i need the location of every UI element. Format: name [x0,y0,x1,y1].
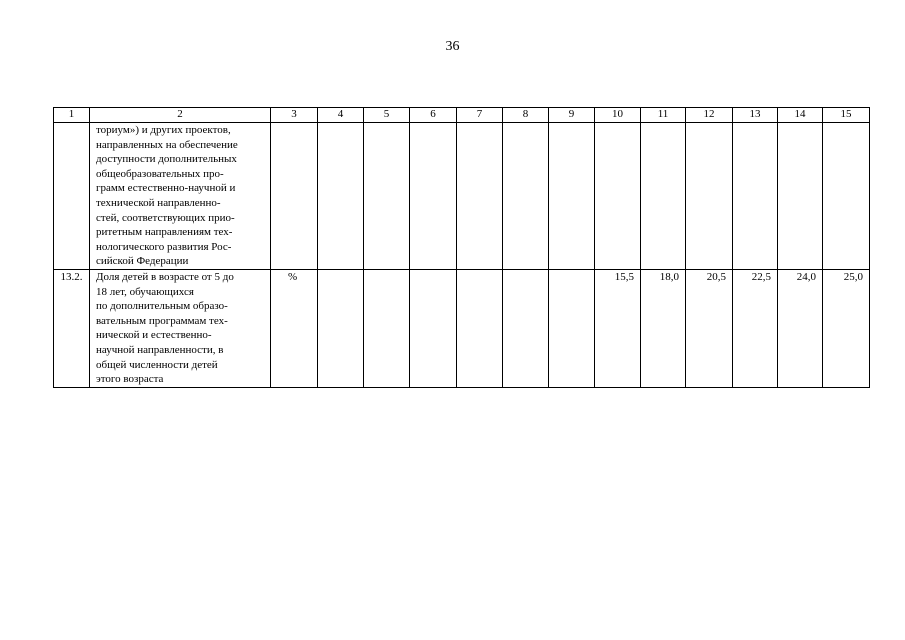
column-header: 12 [686,108,733,123]
value-cell [364,123,410,270]
column-header: 2 [90,108,271,123]
value-cell [410,269,457,387]
value-cell [457,123,503,270]
column-header: 3 [271,108,318,123]
value-cell [364,269,410,387]
value-cell: 25,0 [823,269,870,387]
description-line: доступности дополнительных [96,153,237,166]
page-number: 36 [445,39,460,54]
description-line: ториум») и других проектов, [96,124,231,136]
description-line: по дополнительным образо- [96,300,228,313]
column-header: 4 [318,108,364,123]
unit-cell: % [271,269,318,387]
description-line: научной направленности, в [96,343,224,356]
description-line: сийской Федерации [96,255,189,268]
value-cell: 18,0 [641,269,686,387]
column-header: 8 [503,108,549,123]
table-header-row [54,108,870,123]
value-cell [503,269,549,387]
value-cell [457,269,503,387]
value-cell [549,269,595,387]
description-line: этого возраста [96,373,164,386]
description-line: стей, соответствующих прио- [96,211,235,224]
value-cell [318,123,364,270]
column-header: 11 [641,108,686,123]
unit-cell [271,123,318,270]
description-line: нологического развития Рос- [96,240,232,253]
column-header: 10 [595,108,641,123]
row-description [90,269,271,387]
column-header: 15 [823,108,870,123]
column-header: 5 [364,108,410,123]
value-cell: 20,5 [686,269,733,387]
description-line: нической и естественно- [96,329,212,342]
column-header: 14 [778,108,823,123]
value-cell [778,123,823,270]
table-row [54,123,870,270]
description-line: технической направленно- [96,196,221,209]
description-line: 18 лет, обучающихся [96,285,194,298]
column-header: 1 [54,108,90,123]
column-header: 6 [410,108,457,123]
value-cell: 22,5 [733,269,778,387]
description-line: направленных на обеспечение [96,138,238,151]
column-header: 13 [733,108,778,123]
column-header: 7 [457,108,503,123]
value-cell [410,123,457,270]
indicator-table [53,107,870,388]
description-line: вательным программам тех- [96,314,228,327]
value-cell [503,123,549,270]
value-cell [595,123,641,270]
description-line: ритетным направлениям тех- [96,226,233,239]
description-line: грамм естественно-научной и [96,182,236,195]
table-row [54,269,870,387]
value-cell: 15,5 [595,269,641,387]
value-cell [733,123,778,270]
row-number [54,123,90,270]
value-cell [823,123,870,270]
value-cell: 24,0 [778,269,823,387]
column-header: 9 [549,108,595,123]
row-description [90,123,271,270]
description-line: Доля детей в возрасте от 5 до [96,270,234,283]
row-number: 13.2. [54,269,90,387]
value-cell [318,269,364,387]
description-line: общей численности детей [96,358,218,371]
value-cell [641,123,686,270]
description-line: общеобразовательных про- [96,167,224,180]
value-cell [686,123,733,270]
value-cell [549,123,595,270]
